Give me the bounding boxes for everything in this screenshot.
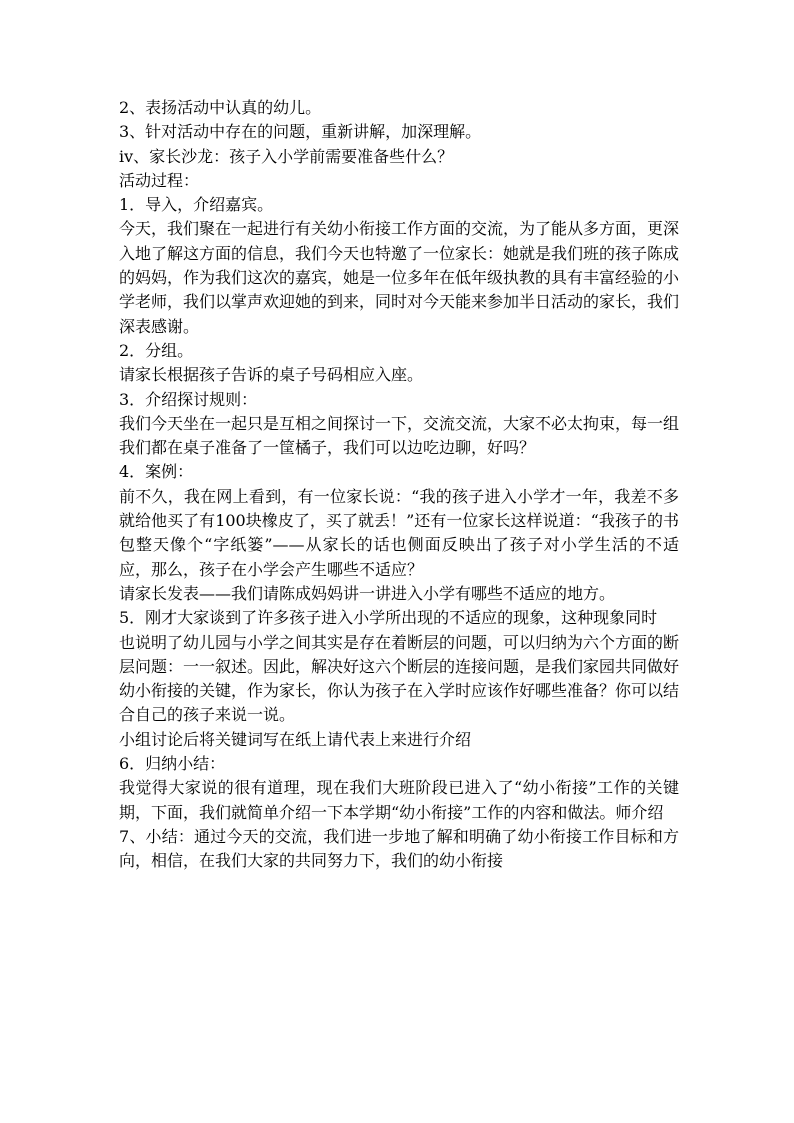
document-page: [119, 96, 679, 874]
step-4-paragraph: 前不久，我在网上看到，有一位家长说：“我的孩子进入小学才一年，我差不多就给他买了有100块橡皮了，买了就丢！”还有一位家长这样说道：“我孩子的书包整天像个“字纸篓”——从家长的话也侧面反映出了孩子对小学生活的不适应，那么，孩子在小学会产生哪些不适应？: [119, 486, 679, 579]
step-6-paragraph: 我觉得大家说的很有道理，现在我们大班阶段已进入了“幼小衔接”工作的关键期，下面，我们就简单介绍一下本学期“幼小衔接”工作的内容和做法。师介绍: [119, 778, 679, 822]
step-1-paragraph: 今天，我们聚在一起进行有关幼小衔接工作方面的交流，为了能从多方面，更深入地了解这方面的信息，我们今天也特邀了一位家长：她就是我们班的孩子陈成的妈妈，作为我们这次的嘉宾，她是一位多年在低年级执教的具有丰富经验的小学老师，我们以掌声欢迎她的到来，同时对今天能来参加半日活动的家长，我们深表感谢。: [119, 219, 680, 336]
step-5-paragraph: 也说明了幼儿园与小学之间其实是存在着断层的问题，可以归纳为六个方面的断层问题：一一叙述。因此，解决好这六个断层的连接问题，是我们家园共同做好幼小衔接的关键，作为家长，你认为孩子在入学时应该作好哪些准备？你可以结合自己的孩子来说一说。: [119, 632, 680, 725]
process-heading: 活动过程：: [119, 170, 200, 190]
salon-heading: ⅳ、家长沙龙：孩子入小学前需要准备些什么？: [119, 146, 454, 166]
problem-item: 3、针对活动中存在的问题，重新讲解，加深理解。: [119, 122, 482, 142]
step-1-heading: 1．导入，介绍嘉宾。: [119, 195, 274, 215]
step-4-parent-speech: 请家长发表——我们请陈成妈妈讲一讲进入小学有哪些不适应的地方。: [119, 583, 616, 603]
step-2-heading: 2．分组。: [119, 340, 194, 360]
step-6-heading: 6．归纳小结：: [119, 754, 226, 774]
step-3-paragraph: 我们今天坐在一起只是互相之间探讨一下，交流交流，大家不必太拘束，每一组我们都在桌子准备了一筐橘子，我们可以边吃边聊，好吗？: [119, 413, 680, 458]
praise-item: 2、表扬活动中认真的幼儿。: [119, 98, 322, 117]
step-5-group-discussion: 小组讨论后将关键词写在纸上请代表上来进行介绍: [119, 729, 472, 749]
step-3-heading: 3．介绍探讨规则：: [119, 389, 258, 409]
step-5-heading: 5．刚才大家谈到了许多孩子进入小学所出现的不适应的现象，这种现象同时: [119, 608, 658, 628]
step-2-paragraph: 请家长根据孩子告诉的桌子号码相应入座。: [119, 365, 424, 385]
step-7-paragraph: 7、小结：通过今天的交流，我们进一步地了解和明确了幼小衔接工作目标和方向，相信，在我们大家的共同努力下，我们的幼小衔接: [119, 826, 679, 871]
step-4-heading: 4．案例：: [119, 462, 194, 482]
